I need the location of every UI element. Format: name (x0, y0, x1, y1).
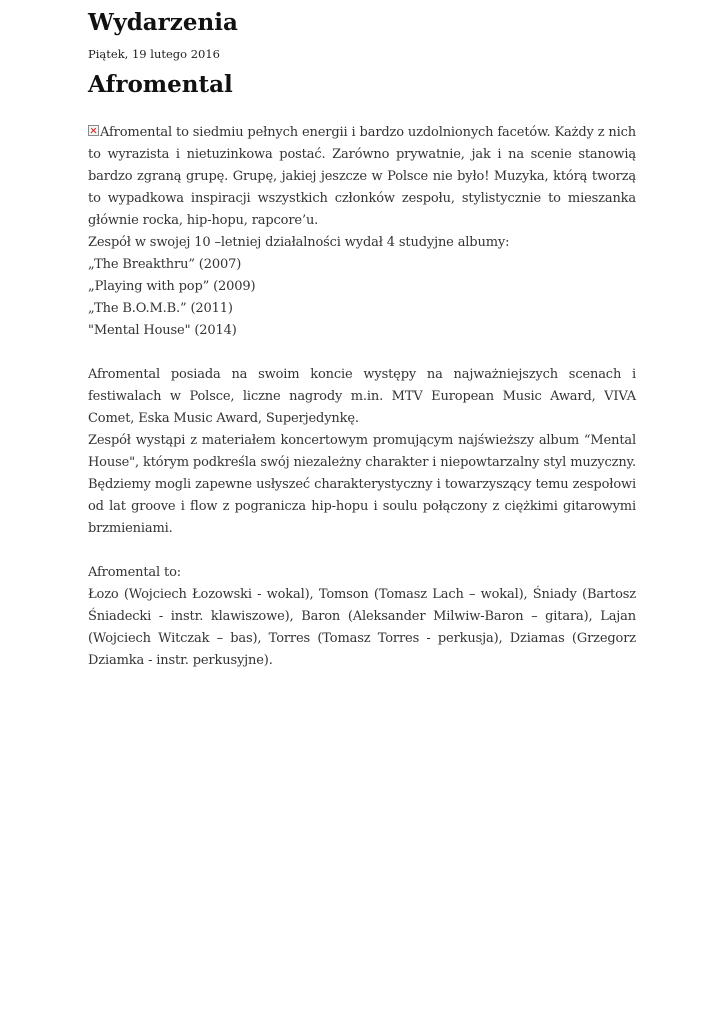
members-paragraph: Łozo (Wojciech Łozowski - wokal), Tomson (Tomasz Lach – wokal), Śniady (Bartosz Śniadecki - instr. klawiszowe), Baron (Aleksander Milwiw-Baron – gitara), Lajan (Wojciech Witczak – bas), Torres (Tomasz Torres - perkusja), Dziamas (Grzegorz Dziamka - instr. perkusyjne). (88, 587, 636, 668)
album-item: "Mental House" (2014) (88, 323, 237, 338)
albums-intro: Zespół w swojej 10 –letniej działalności wydał 4 studyjne albumy: (88, 235, 510, 250)
article-date: Piątek, 19 lutego 2016 (88, 47, 220, 61)
intro-paragraph (88, 122, 636, 232)
album-item: „The B.O.M.B.” (2011) (88, 301, 233, 316)
paragraph-gap (88, 540, 636, 562)
paragraph-gap (88, 342, 636, 364)
page-content (88, 8, 636, 672)
album-item: „The Breakthru” (2007) (88, 257, 242, 272)
broken-image-icon (88, 125, 99, 136)
article-title: Afromental (88, 71, 233, 98)
section-title: Wydarzenia (88, 9, 238, 36)
album-item: „Playing with pop” (2009) (88, 279, 256, 294)
members-heading: Afromental to: (88, 565, 182, 580)
article-body (88, 122, 636, 672)
awards-paragraph: Afromental posiada na swoim koncie występy na najważniejszych scenach i festiwalach w Polsce, liczne nagrody m.in. MTV European Music Award, VIVA Comet, Eska Music Award, Superjedynkę. (88, 367, 636, 426)
intro-text: Afromental to siedmiu pełnych energii i bardzo uzdolnionych facetów. Każdy z nich to wyrazista i nietuzinkowa postać. Zarówno prywatnie, jak i na scenie stanowią bardzo zgraną grupę. Grupę, jakiej jeszcze w Polsce nie było! Muzyka, którą tworzą to wypadkowa inspiracji wszystkich członków zespołu, stylistycznie to mieszanka głównie rocka, hip-hopu, rapcore’u. (88, 125, 636, 228)
concert-paragraph: Zespół wystąpi z materiałem koncertowym promującym najświeższy album “Mental House", którym podkreśla swój niezależny charakter i niepowtarzalny styl muzyczny. Będziemy mogli zapewne usłyszeć charakterystyczny i towarzyszący temu zespołowi od lat groove i flow z pogranicza hip-hopu i soulu połączony z ciężkimi gitarowymi brzmieniami. (88, 433, 636, 536)
